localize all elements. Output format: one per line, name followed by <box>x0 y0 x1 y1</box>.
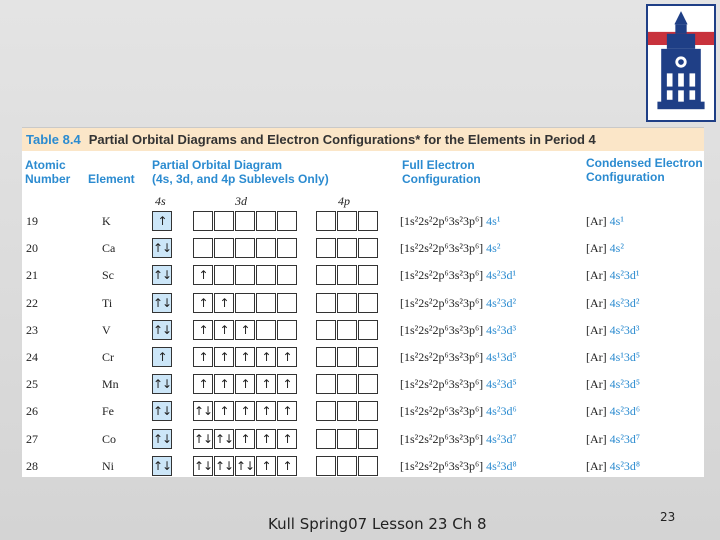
table-row <box>22 317 704 344</box>
full-configuration <box>400 268 516 283</box>
atomic-number: 22 <box>26 295 38 310</box>
full-configuration-core: [1s²2s²2p⁶3s²3p⁶] <box>400 241 484 256</box>
condensed-configuration-valence: 4s² <box>609 241 624 256</box>
orbital-4p-box <box>316 320 336 340</box>
header-full-config <box>402 158 481 186</box>
full-configuration-valence: 4s²3d⁶ <box>486 404 517 419</box>
orbital-3d-box <box>256 320 276 340</box>
condensed-configuration-valence: 4s²3d³ <box>609 322 640 337</box>
orbital-3d-box: ↑↓ <box>214 429 234 449</box>
full-configuration <box>400 323 516 338</box>
full-configuration-core: [1s²2s²2p⁶3s²3p⁶] <box>400 431 484 446</box>
atomic-number: 24 <box>26 350 38 364</box>
full-configuration-valence: 4s²3d² <box>486 295 517 310</box>
full-configuration-valence: 4s²3d⁷ <box>486 431 517 446</box>
element-symbol: Ni <box>102 458 114 473</box>
full-configuration-core: [1s²2s²2p⁶3s²3p⁶] <box>400 268 484 283</box>
orbital-3d-box: ↑ <box>193 320 213 340</box>
sublevel-4p-label: 4p <box>338 194 350 208</box>
orbital-3d-box: ↑ <box>193 374 213 394</box>
table-row <box>22 262 704 289</box>
orbital-3d-box <box>277 265 297 285</box>
orbital-4p-box <box>337 401 357 421</box>
table-row <box>22 235 704 262</box>
orbital-3d-box: ↑ <box>256 456 276 476</box>
atomic-number: 25 <box>26 377 38 392</box>
full-configuration <box>400 432 517 447</box>
condensed-configuration-core: [Ar] <box>586 241 607 256</box>
orbital-3d-box: ↑ <box>277 401 297 421</box>
orbital-3d-box <box>214 211 234 231</box>
header-atomic-number <box>25 158 70 186</box>
orbital-4p-box <box>316 238 336 258</box>
university-crest-icon <box>648 6 714 120</box>
full-configuration-core: [1s²2s²2p⁶3s²3p⁶] <box>400 377 484 392</box>
condensed-configuration-core: [Ar] <box>586 214 607 228</box>
orbital-4p-box <box>358 347 378 367</box>
orbital-3d-box: ↑ <box>193 293 213 313</box>
orbital-4s-box: ↑↓ <box>152 374 172 394</box>
orbital-4p-box <box>316 429 336 449</box>
header-element: Element <box>88 172 135 186</box>
element-symbol: Sc <box>102 268 114 283</box>
full-configuration-valence: 4s¹ <box>486 214 501 228</box>
orbital-3d-box <box>214 238 234 258</box>
header-diagram-line1: Partial Orbital Diagram <box>152 158 283 172</box>
header-condensed-line1: Condensed Electron <box>586 156 703 170</box>
orbital-3d-box <box>277 293 297 313</box>
orbital-4p-box <box>316 211 336 231</box>
orbital-4p-box <box>316 265 336 285</box>
full-configuration-core: [1s²2s²2p⁶3s²3p⁶] <box>400 458 484 473</box>
element-symbol: Ca <box>102 241 116 256</box>
orbital-3d-box <box>277 211 297 231</box>
atomic-number: 19 <box>26 214 38 228</box>
condensed-configuration-core: [Ar] <box>586 322 607 337</box>
orbital-3d-box <box>256 265 276 285</box>
condensed-configuration-core: [Ar] <box>586 404 607 419</box>
table-row <box>22 398 704 425</box>
orbital-3d-box: ↑ <box>214 347 234 367</box>
element-symbol: Co <box>102 431 117 446</box>
orbital-4p-box <box>358 456 378 476</box>
orbital-3d-box <box>235 238 255 258</box>
orbital-4s-box: ↑↓ <box>152 320 172 340</box>
orbital-3d-box <box>235 265 255 285</box>
orbital-4p-box <box>358 211 378 231</box>
orbital-table <box>22 127 704 477</box>
condensed-configuration <box>586 459 640 474</box>
orbital-3d-box: ↑ <box>277 456 297 476</box>
condensed-configuration <box>586 268 640 283</box>
orbital-4p-box <box>337 238 357 258</box>
full-configuration-valence: 4s² <box>486 241 501 256</box>
header-diagram <box>152 158 329 186</box>
orbital-4p-box <box>337 429 357 449</box>
element-symbol: V <box>102 322 111 337</box>
table-title-bar <box>22 128 704 151</box>
orbital-4p-box <box>358 429 378 449</box>
orbital-4s-box: ↑ <box>152 211 172 231</box>
table-row <box>22 371 704 398</box>
orbital-3d-box <box>256 293 276 313</box>
orbital-3d-box: ↑ <box>214 401 234 421</box>
table-row <box>22 453 704 480</box>
header-full-line2: Configuration <box>402 172 481 186</box>
orbital-3d-box <box>193 238 213 258</box>
full-configuration <box>400 214 500 229</box>
orbital-4p-box <box>337 320 357 340</box>
orbital-4p-box <box>358 265 378 285</box>
table-row <box>22 208 704 235</box>
full-configuration-core: [1s²2s²2p⁶3s²3p⁶] <box>400 350 484 364</box>
orbital-3d-box: ↑ <box>256 429 276 449</box>
condensed-configuration-valence: 4s²3d⁶ <box>609 404 641 419</box>
sublevel-4s-label: 4s <box>155 194 166 208</box>
orbital-4p-box <box>337 211 357 231</box>
full-configuration-core: [1s²2s²2p⁶3s²3p⁶] <box>400 322 484 337</box>
condensed-configuration <box>586 214 624 229</box>
orbital-4s-box: ↑↓ <box>152 429 172 449</box>
orbital-3d-box: ↑ <box>193 347 213 367</box>
condensed-configuration-core: [Ar] <box>586 377 607 392</box>
orbital-4s-box: ↑ <box>152 347 172 367</box>
orbital-3d-box: ↑↓ <box>193 429 213 449</box>
orbital-3d-box <box>193 211 213 231</box>
atomic-number: 23 <box>26 322 38 337</box>
orbital-3d-box <box>235 211 255 231</box>
full-configuration <box>400 241 500 256</box>
orbital-4s-box: ↑↓ <box>152 401 172 421</box>
orbital-3d-box: ↑ <box>214 374 234 394</box>
full-configuration-valence: 4s²3d³ <box>486 322 517 337</box>
atomic-number: 21 <box>26 268 38 283</box>
header-atomic-line1: Atomic <box>25 158 66 172</box>
condensed-configuration-core: [Ar] <box>586 295 607 310</box>
orbital-4s-box: ↑↓ <box>152 238 172 258</box>
condensed-configuration <box>586 377 640 392</box>
orbital-4p-box <box>358 374 378 394</box>
condensed-configuration <box>586 350 640 365</box>
header-atomic-line2: Number <box>25 172 71 186</box>
header-diagram-line2: (4s, 3d, and 4p Sublevels Only) <box>152 172 329 186</box>
condensed-configuration-valence: 4s²3d² <box>609 295 640 310</box>
orbital-4p-box <box>337 265 357 285</box>
orbital-3d-box: ↑ <box>193 265 213 285</box>
element-symbol: Cr <box>102 350 114 364</box>
full-configuration-core: [1s²2s²2p⁶3s²3p⁶] <box>400 214 484 228</box>
orbital-3d-box <box>214 265 234 285</box>
atomic-number: 20 <box>26 241 38 256</box>
orbital-3d-box <box>256 211 276 231</box>
orbital-3d-box: ↑ <box>235 429 255 449</box>
condensed-configuration-core: [Ar] <box>586 350 607 364</box>
orbital-4p-box <box>337 456 357 476</box>
header-full-line1: Full Electron <box>402 158 475 172</box>
element-symbol: Fe <box>102 404 114 419</box>
orbital-4p-box <box>316 401 336 421</box>
element-symbol: Mn <box>102 377 119 392</box>
orbital-4p-box <box>358 320 378 340</box>
full-configuration-valence: 4s²3d⁵ <box>486 377 517 392</box>
full-configuration <box>400 377 517 392</box>
full-configuration <box>400 459 517 474</box>
condensed-configuration-valence: 4s²3d¹ <box>609 268 640 283</box>
orbital-4s-box: ↑↓ <box>152 265 172 285</box>
full-configuration <box>400 404 517 419</box>
orbital-4p-box <box>316 293 336 313</box>
orbital-3d-box <box>235 293 255 313</box>
header-condensed-line2: Configuration <box>586 170 665 184</box>
orbital-3d-box: ↑ <box>214 293 234 313</box>
orbital-4p-box <box>316 374 336 394</box>
condensed-configuration-valence: 4s¹3d⁵ <box>609 350 641 364</box>
full-configuration-core: [1s²2s²2p⁶3s²3p⁶] <box>400 295 484 310</box>
condensed-configuration-valence: 4s²3d⁷ <box>609 431 641 446</box>
full-configuration-valence: 4s¹3d⁵ <box>486 350 517 364</box>
full-configuration <box>400 350 517 365</box>
condensed-configuration-core: [Ar] <box>586 431 607 446</box>
orbital-3d-box: ↑ <box>235 374 255 394</box>
full-configuration-core: [1s²2s²2p⁶3s²3p⁶] <box>400 404 484 419</box>
full-configuration <box>400 296 516 311</box>
orbital-4p-box <box>358 238 378 258</box>
table-number: Table 8.4 <box>26 132 81 147</box>
atomic-number: 27 <box>26 431 38 446</box>
orbital-3d-box: ↑ <box>235 347 255 367</box>
sublevel-3d-label: 3d <box>235 194 247 208</box>
orbital-4p-box <box>337 293 357 313</box>
orbital-4p-box <box>316 456 336 476</box>
condensed-configuration <box>586 241 624 256</box>
orbital-3d-box: ↑↓ <box>214 456 234 476</box>
full-configuration-valence: 4s²3d¹ <box>486 268 517 283</box>
orbital-4p-box <box>358 293 378 313</box>
orbital-3d-box: ↑↓ <box>193 401 213 421</box>
table-row <box>22 290 704 317</box>
footer-text: Kull Spring07 Lesson 23 Ch 8 <box>268 515 487 533</box>
orbital-3d-box <box>256 238 276 258</box>
orbital-4p-box <box>358 401 378 421</box>
orbital-3d-box: ↑ <box>277 429 297 449</box>
orbital-4p-box <box>316 347 336 367</box>
orbital-3d-box: ↑ <box>277 374 297 394</box>
table-row <box>22 344 704 371</box>
condensed-configuration-valence: 4s²3d⁸ <box>609 458 641 473</box>
orbital-3d-box: ↑ <box>277 347 297 367</box>
condensed-configuration <box>586 404 640 419</box>
orbital-4s-box: ↑↓ <box>152 293 172 313</box>
orbital-3d-box: ↑ <box>214 320 234 340</box>
condensed-configuration-valence: 4s²3d⁵ <box>609 377 641 392</box>
orbital-3d-box <box>277 320 297 340</box>
condensed-configuration-core: [Ar] <box>586 268 607 283</box>
university-logo <box>646 4 716 122</box>
orbital-4p-box <box>337 347 357 367</box>
condensed-configuration <box>586 432 640 447</box>
orbital-4s-box: ↑↓ <box>152 456 172 476</box>
orbital-3d-box <box>277 238 297 258</box>
full-configuration-valence: 4s²3d⁸ <box>486 458 517 473</box>
element-symbol: K <box>102 214 111 228</box>
condensed-configuration-core: [Ar] <box>586 458 607 473</box>
header-condensed-config <box>586 156 703 184</box>
orbital-3d-box: ↑ <box>256 374 276 394</box>
orbital-3d-box: ↑↓ <box>193 456 213 476</box>
orbital-3d-box: ↑ <box>235 401 255 421</box>
orbital-3d-box: ↑ <box>256 401 276 421</box>
table-row <box>22 426 704 453</box>
atomic-number: 28 <box>26 458 38 473</box>
condensed-configuration <box>586 323 640 338</box>
condensed-configuration <box>586 296 640 311</box>
condensed-configuration-valence: 4s¹ <box>609 214 624 228</box>
orbital-3d-box: ↑↓ <box>235 456 255 476</box>
atomic-number: 26 <box>26 404 38 419</box>
orbital-3d-box: ↑ <box>256 347 276 367</box>
element-symbol: Ti <box>102 295 113 310</box>
page-number: 23 <box>660 510 676 524</box>
orbital-3d-box: ↑ <box>235 320 255 340</box>
table-title: Partial Orbital Diagrams and Electron Configurations* for the Elements in Period 4 <box>88 132 596 147</box>
orbital-4p-box <box>337 374 357 394</box>
